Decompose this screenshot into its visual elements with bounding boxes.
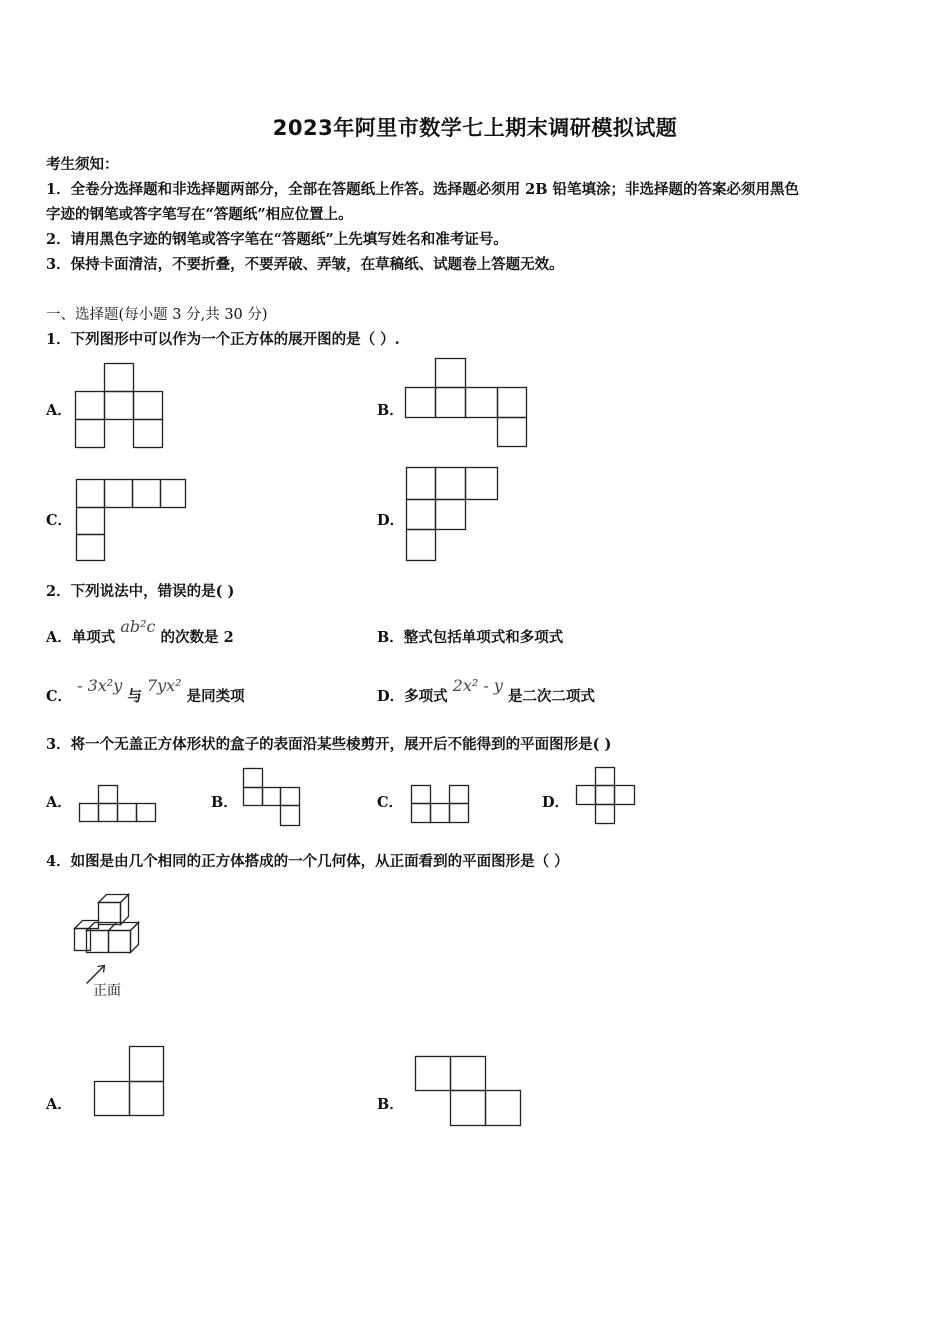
notice-line-1b: 字迹的钢笔或答字笔写在“答题纸”相应位置上。 (46, 206, 353, 223)
q3-option-b-label: B． (211, 794, 238, 811)
q2-option-c-formula-2: 7yx² (146, 676, 182, 695)
q2-option-c (46, 676, 245, 706)
q1-option-b-label: B． (377, 402, 404, 419)
q4-option-b-view (415, 1056, 523, 1128)
q4-stem: 4．如图是由几个相同的正方体搭成的一个几何体，从正面看到的平面图形是（ ） (46, 853, 569, 870)
q2-option-c-suffix: 是同类项 (186, 688, 245, 705)
q4-front-label: 正面 (93, 983, 121, 999)
q3-option-a-label: A． (46, 794, 72, 811)
q3-stem: 3．将一个无盖正方体形状的盒子的表面沿某些棱剪开，展开后不能得到的平面图形是( ) (46, 736, 612, 753)
notice-heading: 考生须知： (46, 156, 119, 173)
q1-option-a-label: A． (46, 402, 72, 419)
q2-option-d-prefix: D．多项式 (377, 688, 448, 705)
q2-option-a-formula: ab²c (120, 617, 156, 636)
q1-option-d-label: D． (377, 512, 405, 529)
q3-option-c-net (411, 785, 471, 825)
notice-line-1a: 1．全卷分选择题和非选择题两部分，全部在答题纸上作答。选择题必须用 2B 铅笔填涂；非选择题的答案必须用黑色 (46, 181, 800, 198)
q2-option-a-prefix: A．单项式 (46, 629, 116, 646)
section-heading: 一、选择题(每小题 3 分,共 30 分) (46, 307, 268, 323)
q2-option-d (377, 676, 595, 706)
q2-option-c-formula-1: - 3x²y (77, 676, 123, 695)
q1-stem: 1．下列图形中可以作为一个正方体的展开图的是（ ）. (46, 331, 400, 348)
q4-option-b-label: B． (377, 1096, 404, 1113)
q2-option-a (46, 617, 234, 647)
q2-option-d-formula: 2x² - y (452, 676, 503, 695)
q2-option-a-suffix: 的次数是 2 (160, 629, 234, 646)
notice-line-2: 2．请用黑色字迹的钢笔或答字笔在“答题纸”上先填写姓名和准考证号。 (46, 231, 508, 248)
q1-option-b-net (405, 358, 529, 450)
q2-option-c-prefix: C． (46, 688, 73, 705)
page-title: 2023年阿里市数学七上期末调研模拟试题 (272, 116, 678, 140)
q3-option-b-net (243, 768, 303, 828)
q4-option-a-view (94, 1046, 166, 1118)
q3-option-a-net (79, 785, 159, 825)
q3-option-c-label: C． (377, 794, 404, 811)
q2-stem: 2．下列说法中，错误的是( ) (46, 583, 235, 600)
q2-option-d-suffix: 是二次二项式 (507, 688, 595, 705)
q3-option-d-label: D． (542, 794, 570, 811)
q2-option-c-mid: 与 (127, 688, 142, 705)
q1-option-d-net (406, 467, 500, 563)
q1-option-a-net (75, 363, 167, 449)
q2-option-b: B．整式包括单项式和多项式 (377, 629, 564, 646)
notice-line-3: 3．保持卡面清洁，不要折叠，不要弄破、弄皱，在草稿纸、试题卷上答题无效。 (46, 256, 564, 273)
q4-option-a-label: A． (46, 1096, 72, 1113)
q4-cube-solid-figure (70, 893, 154, 993)
q3-option-d-net (576, 767, 638, 827)
q1-option-c-label: C． (46, 512, 73, 529)
q1-option-c-net (76, 479, 188, 563)
